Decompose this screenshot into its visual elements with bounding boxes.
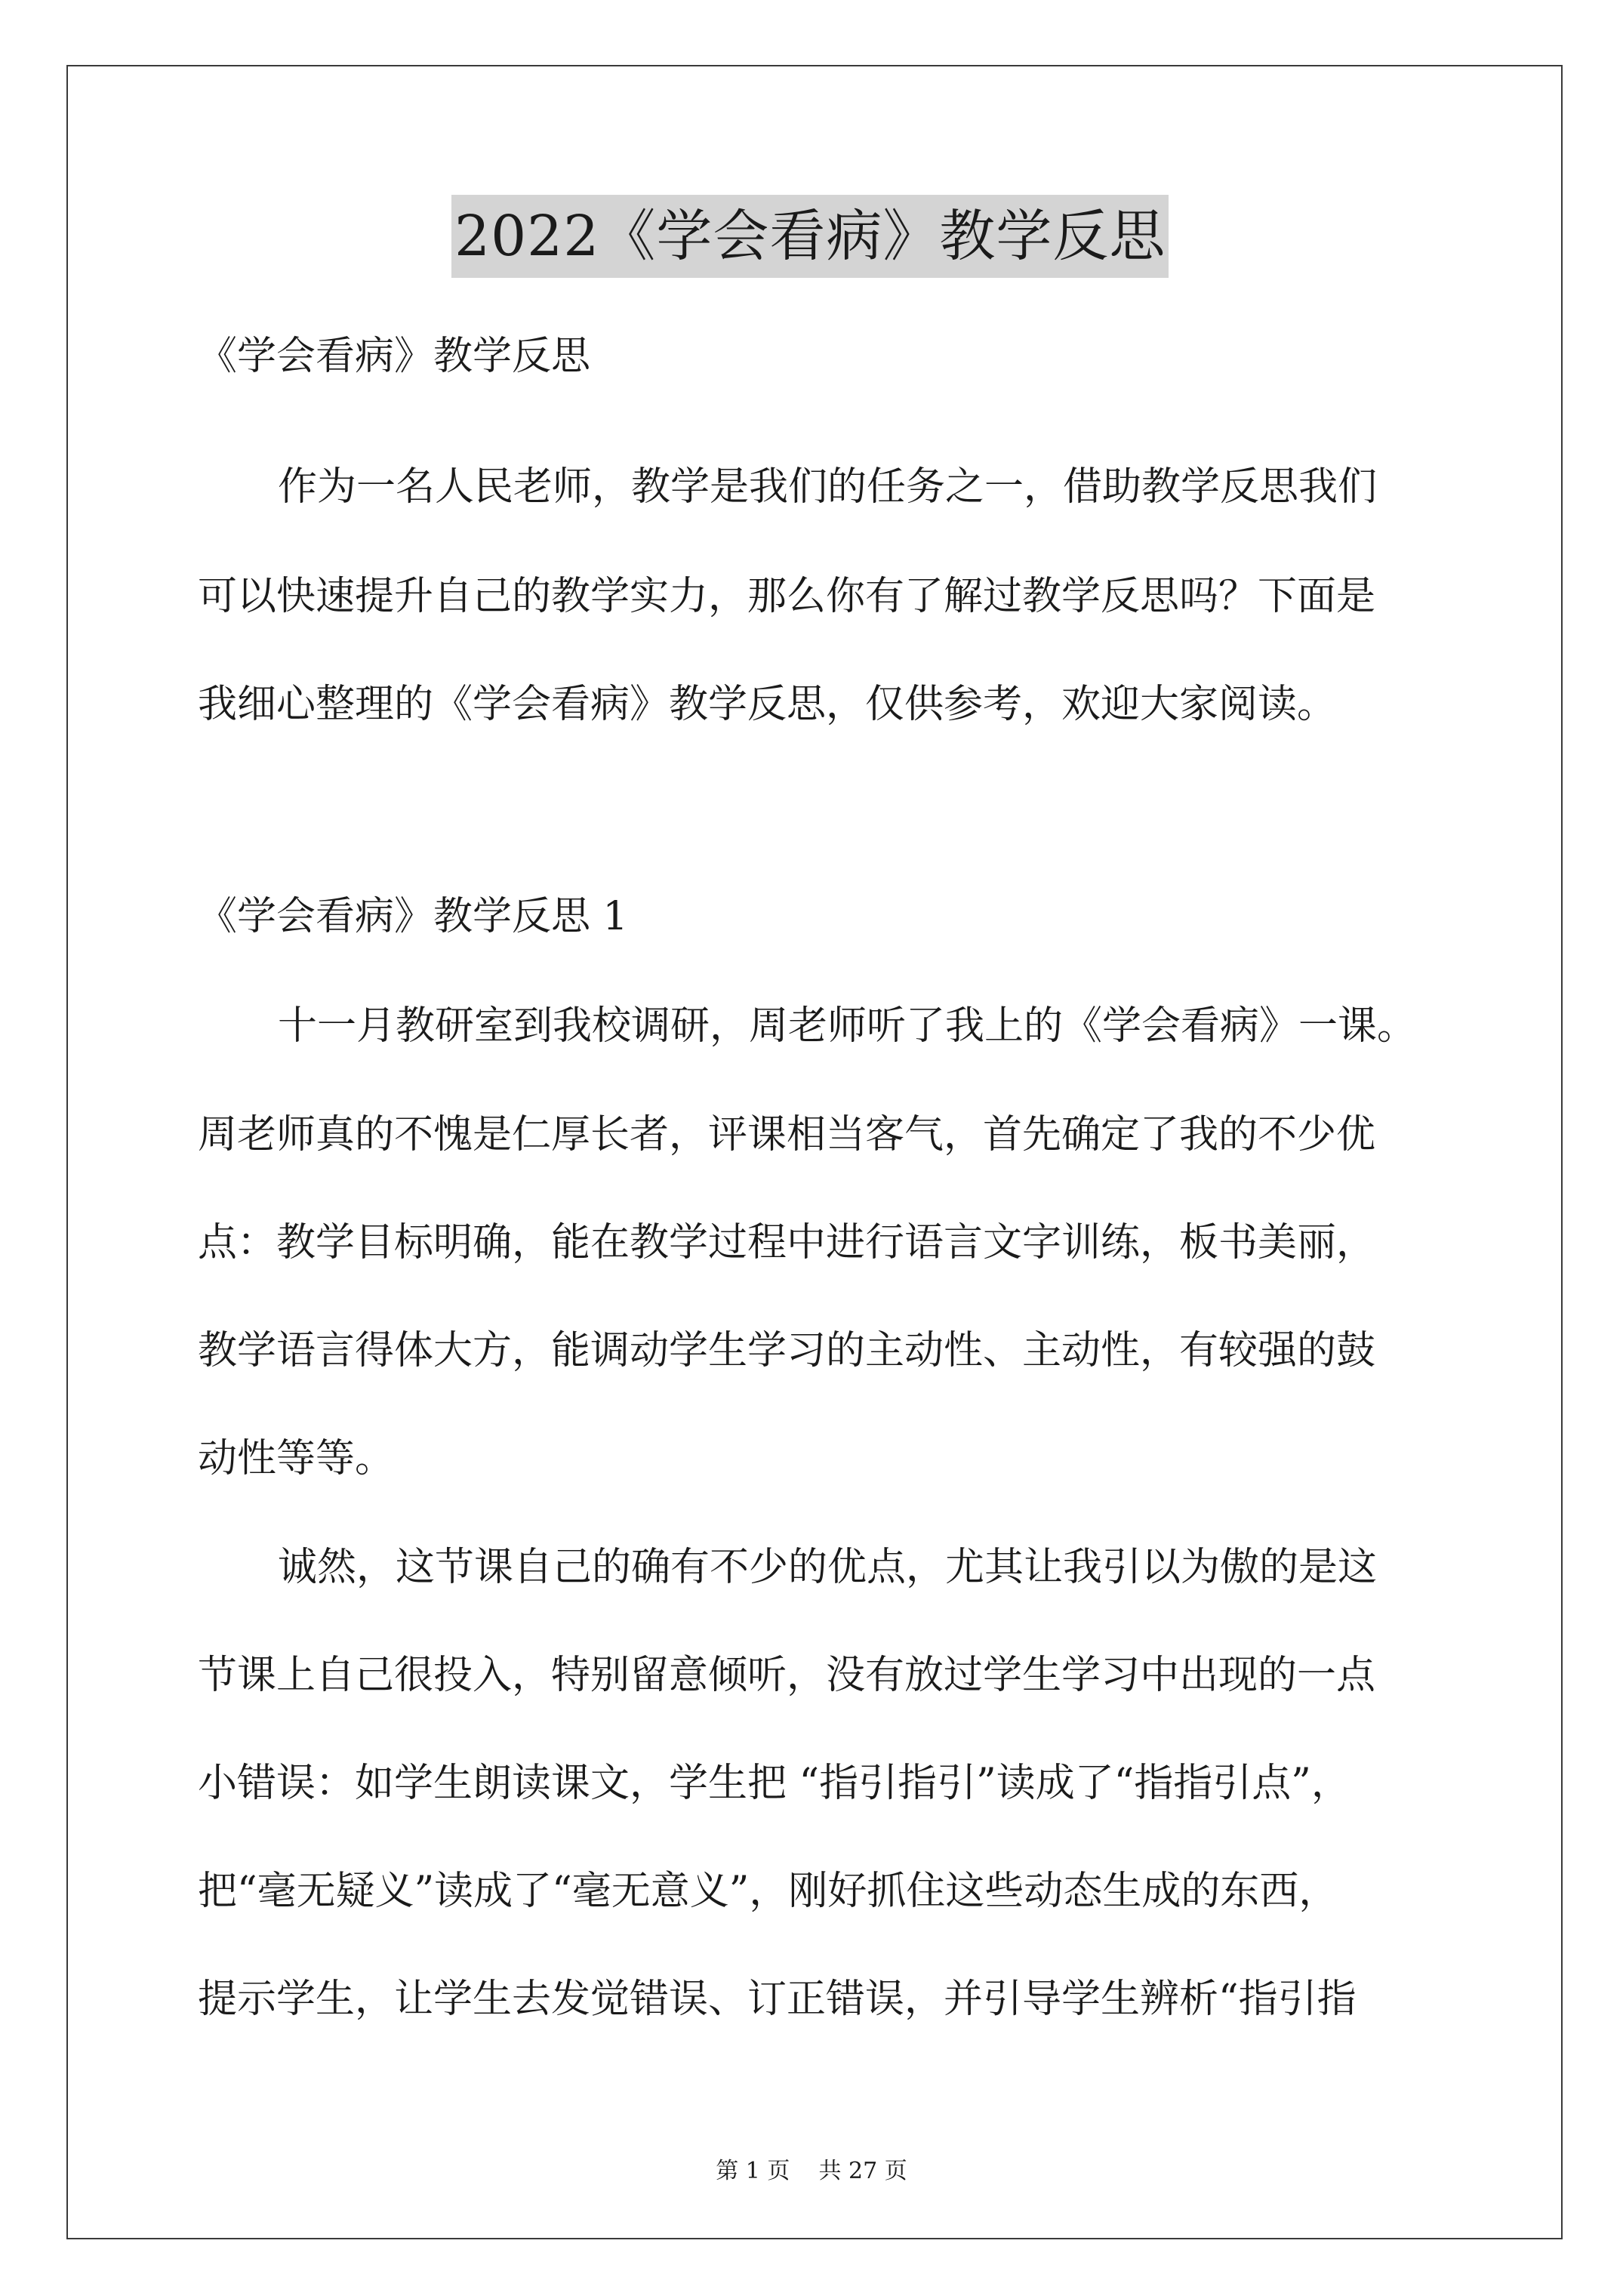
page-footer: 第 1 页 共 27 页 xyxy=(716,2158,907,2184)
section-heading: 《学会看病》教学反思 xyxy=(198,334,591,379)
paragraph-line: 小错误：如学生朗读课文，学生把 “指引指引”读成了“指指引点”， xyxy=(198,1761,1350,1806)
paragraph-line: 节课上自己很投入，特别留意倾听，没有放过学生学习中出现的一点 xyxy=(198,1653,1376,1698)
paragraph-line: 可以快速提升自己的教学实力，那么你有了解过教学反思吗？下面是 xyxy=(198,574,1376,619)
paragraph-line: 动性等等。 xyxy=(198,1436,395,1481)
paragraph-line: 十一月教研室到我校调研，周老师听了我上的《学会看病》一课。 xyxy=(278,1003,1417,1049)
paragraph-line: 我细心整理的《学会看病》教学反思，仅供参考，欢迎大家阅读。 xyxy=(198,682,1337,727)
paragraph-line: 提示学生，让学生去发觉错误、订正错误，并引导学生辨析“指引指 xyxy=(198,1977,1357,2022)
paragraph-line: 诚然，这节课自己的确有不少的优点，尤其让我引以为傲的是这 xyxy=(278,1545,1378,1590)
paragraph-line: 教学语言得体大方，能调动学生学习的主动性、主动性，有较强的鼓 xyxy=(198,1328,1376,1373)
paragraph-line: 作为一名人民老师，教学是我们的任务之一，借助教学反思我们 xyxy=(278,464,1378,510)
paragraph-line: 周老师真的不愧是仁厚长者，评课相当客气，首先确定了我的不少优 xyxy=(198,1112,1376,1157)
section-heading: 《学会看病》教学反思 1 xyxy=(198,894,628,939)
paragraph-line: 把“毫无疑义”读成了“毫无意义”，刚好抓住这些动态生成的东西， xyxy=(198,1869,1338,1914)
paragraph-line: 点：教学目标明确，能在教学过程中进行语言文字训练，板书美丽， xyxy=(198,1220,1376,1265)
document-title: 2022《学会看病》教学反思 xyxy=(451,195,1169,278)
